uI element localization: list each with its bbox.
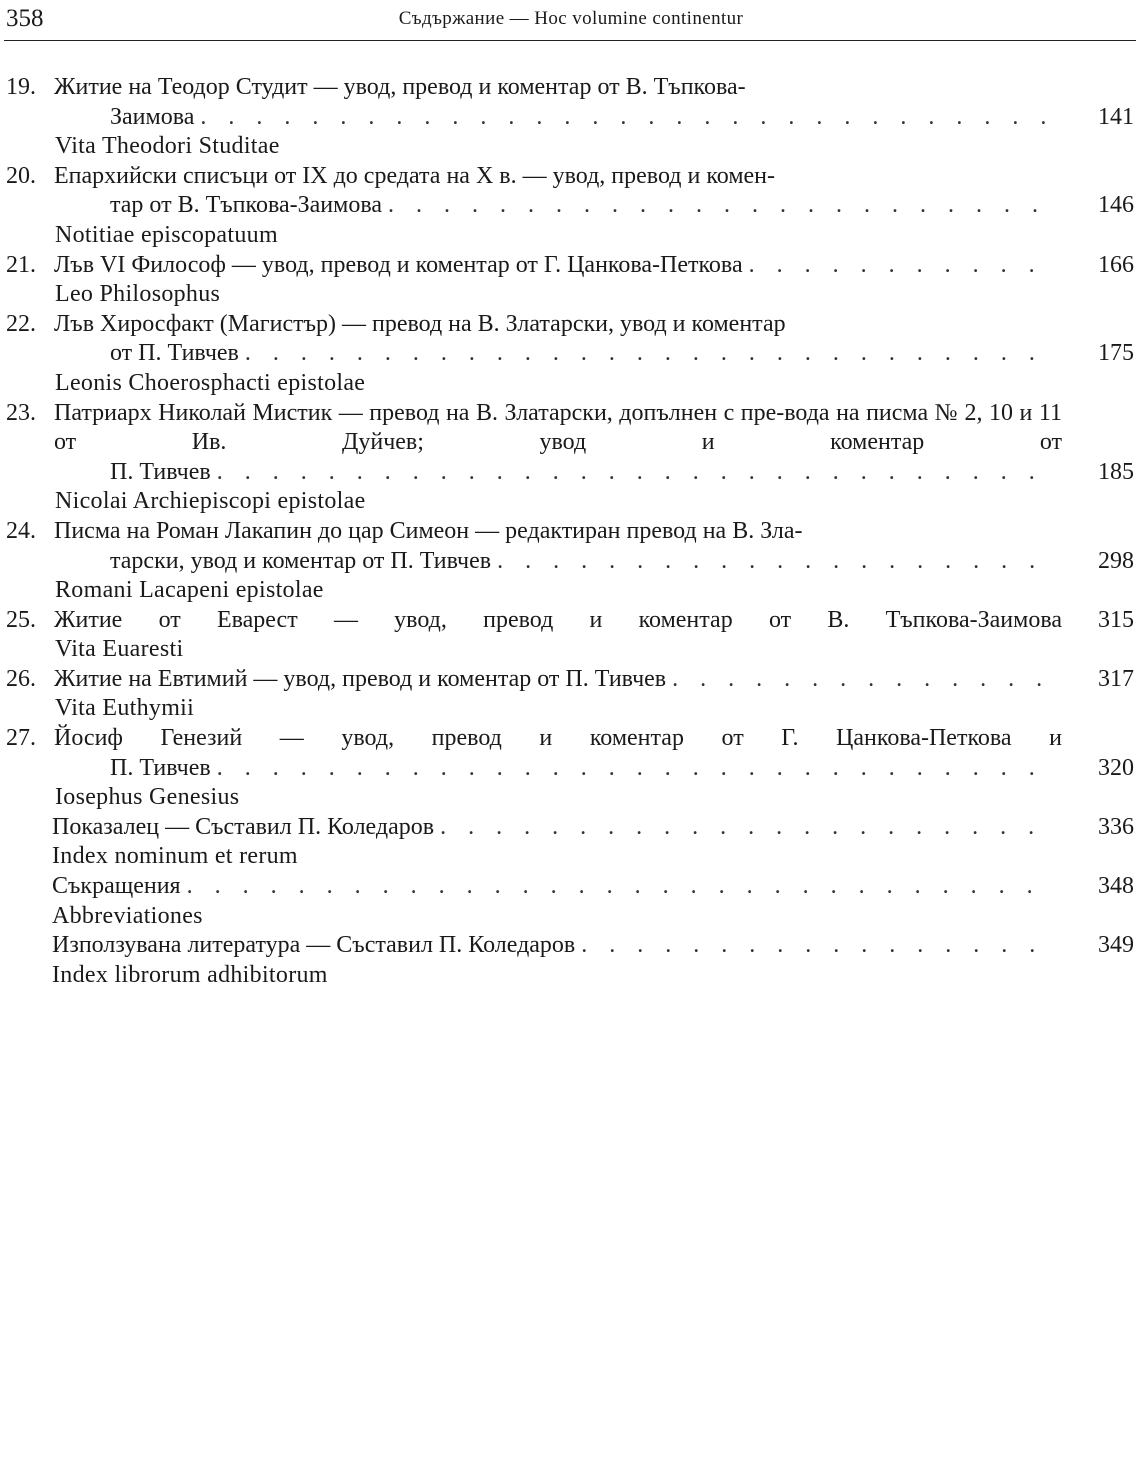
entry-title-continued — [110, 103, 1062, 133]
entry-page: 175 — [1098, 340, 1134, 367]
appendix-latin-title: Abbreviationes — [52, 902, 203, 929]
entry-latin-title: Notitiae episcopatuum — [55, 221, 278, 248]
appendix-title-line — [52, 872, 1062, 902]
entry-latin-title: Vita Theodori Studitae — [55, 133, 280, 160]
entry-number: 22. — [6, 310, 36, 337]
entry-title-continued — [110, 547, 1062, 577]
entry-page: 315 — [1098, 606, 1134, 633]
toc-entry-25 — [0, 606, 1140, 665]
entry-number: 20. — [6, 162, 36, 189]
appendix-title: Използувана литература — Съставил П. Коледаров — [52, 932, 576, 959]
entry-number: 27. — [6, 725, 36, 752]
dot-leader — [217, 754, 1056, 784]
page-header — [6, 4, 1136, 34]
toc-entry-22 — [0, 310, 1140, 399]
entry-page: 185 — [1098, 458, 1134, 485]
entry-number: 25. — [6, 606, 36, 633]
page-number: 358 — [6, 5, 44, 32]
toc-appendix-index — [0, 813, 1140, 872]
entry-number: 26. — [6, 665, 36, 692]
dot-leader — [672, 665, 1056, 695]
dot-leader — [497, 547, 1056, 577]
dot-leader — [749, 251, 1056, 281]
entry-title-line — [54, 251, 1062, 281]
dot-leader — [440, 813, 1056, 843]
entry-title: Лъв VI Философ — увод, превод и коментар от Г. Цанкова-Петкова — [54, 251, 743, 278]
entry-page: 317 — [1098, 665, 1134, 692]
table-of-contents — [0, 73, 1140, 990]
entry-title-end: П. Тивчев — [110, 458, 211, 485]
entry-latin-title: Vita Euthymii — [55, 695, 195, 722]
entry-number: 24. — [6, 517, 36, 544]
toc-entry-19 — [0, 73, 1140, 162]
entry-title: Писма на Роман Лакапин до цар Симеон — редактиран превод на В. Зла- — [54, 517, 803, 544]
entry-latin-title: Nicolai Archiepiscopi epistolae — [55, 488, 366, 515]
entry-number: 23. — [6, 399, 36, 426]
entry-page: 298 — [1098, 547, 1134, 574]
header-rule — [4, 40, 1136, 41]
appendix-page: 336 — [1098, 813, 1134, 840]
appendix-latin-title: Index nominum et rerum — [52, 843, 298, 870]
entry-title: Житие на Теодор Студит — увод, превод и коментар от В. Тъпкова- — [54, 74, 746, 100]
entry-title-continued — [110, 754, 1062, 784]
entry-latin-title: Romani Lacapeni epistolae — [55, 577, 324, 604]
toc-entry-20 — [0, 162, 1140, 251]
entry-title-end: П. Тивчев — [110, 754, 211, 781]
toc-entry-21 — [0, 251, 1140, 310]
dot-leader — [388, 191, 1056, 221]
entry-title: Житие на Евтимий — увод, превод и коментар от П. Тивчев — [54, 665, 667, 692]
appendix-page: 348 — [1098, 873, 1134, 900]
entry-title: Житие от Еварест — увод, превод и коментар от В. Тъпкова-Заимова — [54, 606, 1062, 633]
appendix-title: Показалец — Съставил П. Коледаров — [52, 813, 435, 840]
entry-latin-title: Leonis Choerosphacti epistolae — [55, 369, 366, 396]
toc-entry-24 — [0, 517, 1140, 606]
entry-latin-title: Iosephus Genesius — [55, 784, 240, 811]
entry-title-continued — [110, 191, 1062, 221]
entry-page: 166 — [1098, 251, 1134, 278]
entry-title-continued — [110, 458, 1062, 488]
dot-leader — [581, 931, 1056, 961]
entry-title-end: Заимова — [110, 103, 195, 130]
dot-leader — [245, 339, 1056, 369]
appendix-title-line — [52, 931, 1062, 961]
dot-leader — [200, 103, 1056, 133]
appendix-latin-title: Index librorum adhibitorum — [52, 961, 328, 988]
entry-title: Йосиф Генезий — увод, превод и коментар от Г. Цанкова-Петкова и — [54, 725, 1062, 752]
entry-title-end: тарски, увод и коментар от П. Тивчев — [110, 547, 492, 574]
entry-page: 146 — [1098, 192, 1134, 219]
entry-number: 21. — [6, 251, 36, 278]
entry-page: 320 — [1098, 754, 1134, 781]
entry-latin-title: Vita Euaresti — [55, 636, 184, 663]
toc-entry-27 — [0, 724, 1140, 813]
appendix-title: Съкращения — [52, 873, 181, 900]
toc-appendix-abbreviations — [0, 872, 1140, 931]
entry-title-end: от П. Тивчев — [110, 340, 239, 367]
dot-leader — [187, 872, 1056, 902]
entry-title-continued — [110, 339, 1062, 369]
toc-entry-23 — [0, 399, 1140, 517]
appendix-page: 349 — [1098, 932, 1134, 959]
toc-entry-26 — [0, 665, 1140, 724]
running-head: Съдържание — Hoc volumine continentur — [398, 8, 744, 29]
entry-title: Патриарх Николай Мистик — превод на В. Златарски, допълнен с пре-вода на писма № 2, 10 и 11 от Ив. Дуйчев; увод и коментар от — [54, 399, 1062, 456]
entry-number: 19. — [6, 74, 36, 100]
toc-appendix-literature — [0, 931, 1140, 990]
entry-title-line — [54, 665, 1062, 695]
entry-title: Епархийски списъци от IX до средата на X в. — увод, превод и комен- — [54, 162, 775, 189]
entry-page: 141 — [1098, 103, 1134, 130]
entry-title-end: тар от В. Тъпкова-Заимова — [110, 192, 383, 219]
entry-title: Лъв Хиросфакт (Магистър) — превод на В. Златарски, увод и коментар — [54, 310, 786, 337]
dot-leader — [217, 458, 1056, 488]
appendix-title-line — [52, 813, 1062, 843]
entry-latin-title: Leo Philosophus — [55, 281, 221, 308]
